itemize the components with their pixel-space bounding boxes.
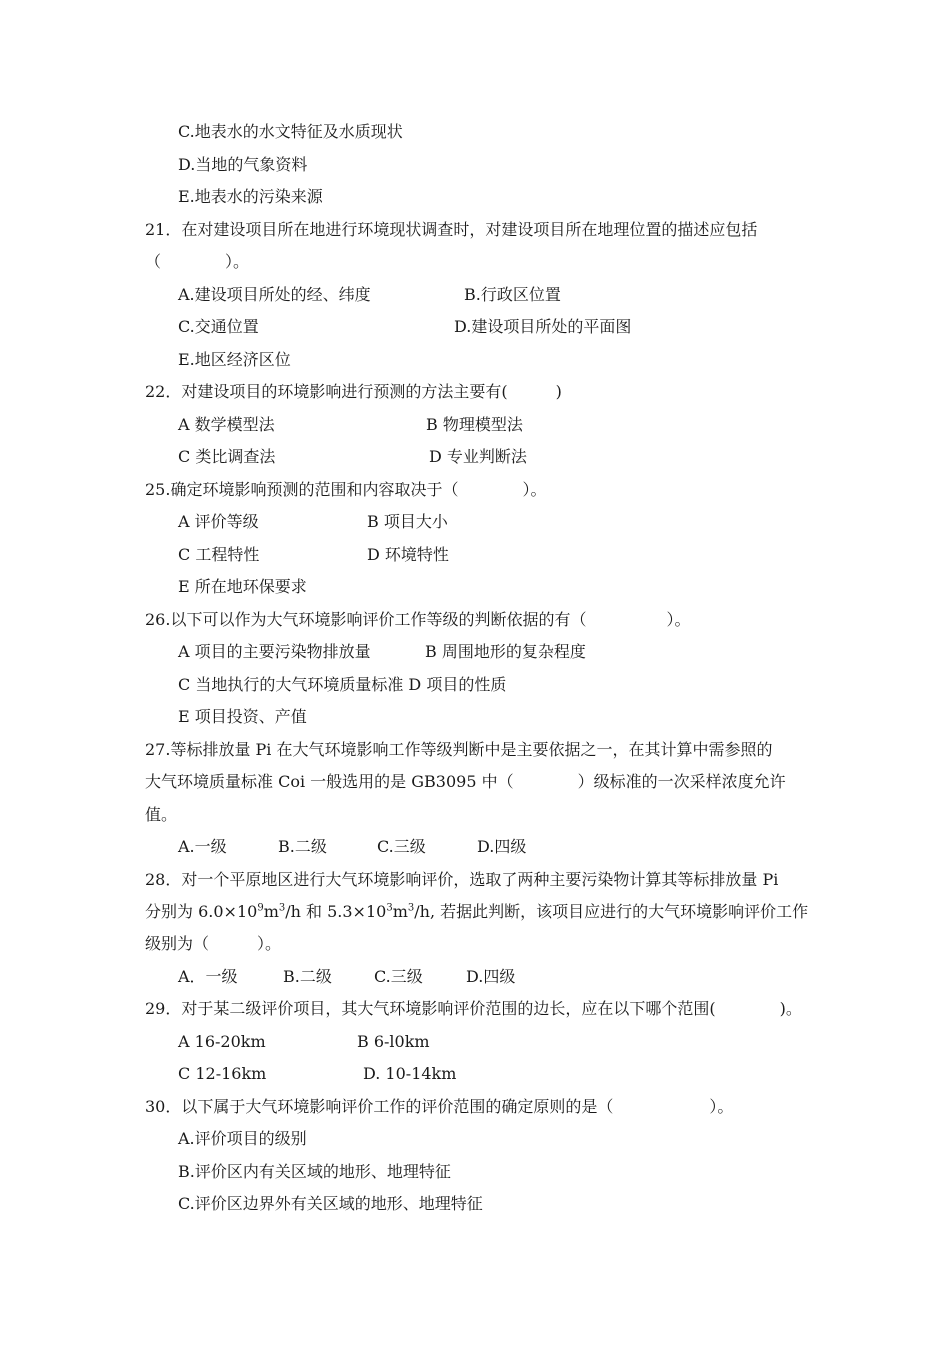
- question-28-option-d: D.四级: [466, 967, 516, 986]
- question-25-option-c: C 工程特性: [178, 545, 260, 564]
- question-27-option-c: C.三级: [377, 837, 426, 856]
- question-30-stem: 30．以下属于大气环境影响评价工作的评价范围的确定原则的是（ ）。: [145, 1097, 734, 1116]
- question-28-stem-line2: 分别为 $6.0\times 10^9m^3/h$ 和 $5.3\times 10^3m^3/h$, 若据此判断，该项目应进行的大气环境影响评价工作: [145, 902, 809, 921]
- question-26-option-b: B 周围地形的复杂程度: [425, 642, 586, 661]
- question-22-option-d: D 专业判断法: [429, 447, 527, 466]
- question-21-blank: （ ）。: [145, 252, 250, 271]
- question-29-option-b: B 6-l0km: [357, 1032, 430, 1051]
- question-27-stem-line1: 27.等标排放量 Pi 在大气环境影响工作等级判断中是主要依据之一，在其计算中需参照的: [145, 740, 773, 759]
- question-22-option-a: A 数学模型法: [178, 415, 275, 434]
- question-21-option-e: E.地区经济区位: [178, 350, 291, 369]
- question-26-stem: 26.以下可以作为大气环境影响评价工作等级的判断依据的有（ ）。: [145, 610, 691, 629]
- question-27-option-d: D.四级: [477, 837, 527, 856]
- question-22-option-c: C 类比调查法: [178, 447, 276, 466]
- question-21-option-d: D.建设项目所处的平面图: [454, 317, 632, 336]
- question-25-option-a: A 评价等级: [178, 512, 259, 531]
- option-c-hydro: C.地表水的水文特征及水质现状: [178, 122, 403, 141]
- question-21-option-a: A.建设项目所处的经、纬度: [178, 285, 371, 304]
- question-30-option-a: A.评价项目的级别: [178, 1129, 307, 1148]
- question-30-option-b: B.评价区内有关区域的地形、地理特征: [178, 1162, 451, 1181]
- question-29-option-c: C 12-16km: [178, 1064, 267, 1083]
- question-29-option-a: A 16-20km: [178, 1032, 266, 1051]
- question-25-option-e: E 所在地环保要求: [178, 577, 307, 596]
- question-21-option-c: C.交通位置: [178, 317, 259, 336]
- question-21-stem: 21．在对建设项目所在地进行环境现状调查时，对建设项目所在地理位置的描述应包括: [145, 220, 758, 239]
- question-27-option-b: B.二级: [278, 837, 327, 856]
- question-29-stem: 29．对于某二级评价项目，其大气环境影响评价范围的边长，应在以下哪个范围( )。: [145, 999, 802, 1018]
- question-22-stem: 22．对建设项目的环境影响进行预测的方法主要有( ): [145, 382, 562, 401]
- question-25-stem: 25.确定环境影响预测的范围和内容取决于（ ）。: [145, 480, 547, 499]
- question-22-option-b: B 物理模型法: [426, 415, 523, 434]
- question-25-option-d: D 环境特性: [367, 545, 449, 564]
- question-27-option-a: A.一级: [178, 837, 227, 856]
- question-28-stem-line1: 28．对一个平原地区进行大气环境影响评价，选取了两种主要污染物计算其等标排放量 Pi: [145, 870, 779, 889]
- question-21-option-b: B.行政区位置: [464, 285, 561, 304]
- question-28-option-c: C.三级: [374, 967, 423, 986]
- question-29-option-d: D. 10-14km: [363, 1064, 457, 1083]
- question-30-option-c: C.评价区边界外有关区域的地形、地理特征: [178, 1194, 483, 1213]
- question-26-option-cd: C 当地执行的大气环境质量标准 D 项目的性质: [178, 675, 507, 694]
- question-27-stem-line3: 值。: [145, 805, 178, 824]
- option-e-pollution: E.地表水的污染来源: [178, 187, 323, 206]
- option-d-weather: D.当地的气象资料: [178, 155, 308, 174]
- question-28-stem-line3: 级别为（ ）。: [145, 934, 282, 953]
- question-25-option-b: B 项目大小: [367, 512, 448, 531]
- question-28-option-a: A．一级: [178, 967, 238, 986]
- question-26-option-e: E 项目投资、产值: [178, 707, 307, 726]
- question-27-stem-line2: 大气环境质量标准 Coi 一般选用的是 GB3095 中（ ）级标准的一次采样浓度允许: [145, 772, 786, 791]
- question-28-option-b: B.二级: [283, 967, 332, 986]
- question-26-option-a: A 项目的主要污染物排放量: [178, 642, 371, 661]
